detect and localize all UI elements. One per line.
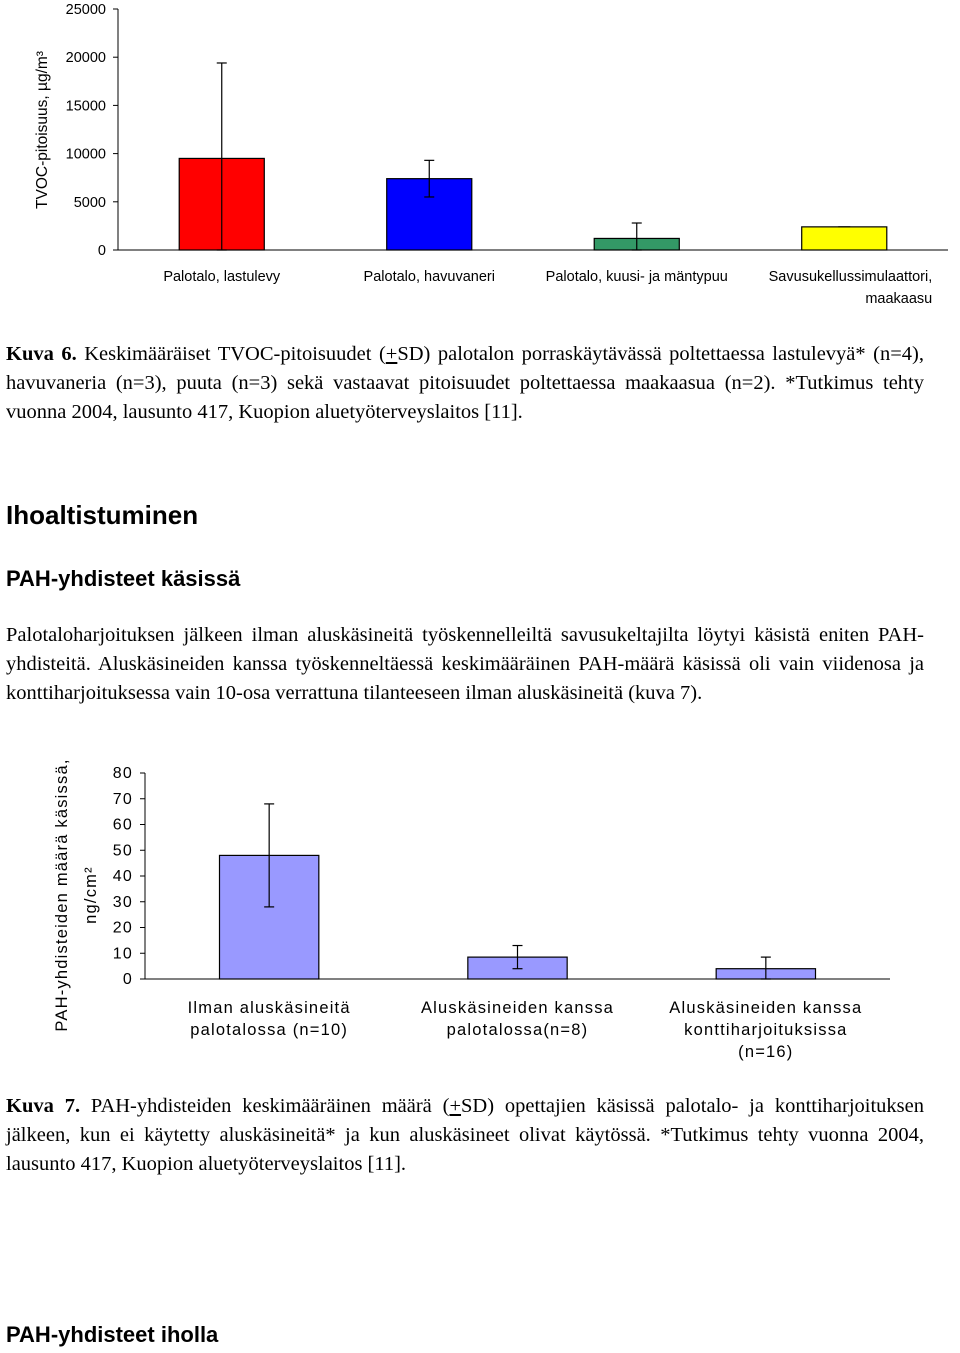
figure-7-caption-pre: PAH-yhdisteiden keskimääräinen määrä ( xyxy=(90,1095,450,1117)
x-category-label: Palotalo, kuusi- ja mäntypuu xyxy=(545,269,728,285)
figure-7-caption xyxy=(6,1092,924,1179)
x-category-label: (n=16) xyxy=(738,1043,794,1061)
y-axis-title: PAH-yhdisteiden määrä käsissä, xyxy=(53,758,71,1032)
y-tick-label: 60 xyxy=(112,816,133,834)
bar xyxy=(802,227,887,250)
figure-6-label: Kuva 6. xyxy=(6,343,77,365)
body-paragraph: Palotaloharjoituksen jälkeen ilman aluskäsineitä työskennelleiltä savusukeltajilta löytyi käsistä eniten PAH- yhdisteitä. Aluskäsineiden kanssa työskenneltäessä keskimääräinen PAH-määrä käsissä oli vain viidenosa ja konttiharjoituksessa vain 10-osa verrattuna tilanteeseen ilman aluskäsineitä (kuva 7). xyxy=(6,624,924,704)
figure-6-caption-post: SD) palotalon porraskäytävässä poltettaessa lastulevyä* (n=4), havuvaneria (n=3), puuta (n=3) sekä vastaavat pitoisuudet poltettaessa maakaasua (n=2). *Tutkimus tehty vuonna 2004, lausunto 417, Kuopion aluetyöterveyslaitos [11]. xyxy=(6,343,924,423)
figure-6-caption xyxy=(6,340,924,427)
x-category-label: Ilman aluskäsineitä xyxy=(187,999,351,1017)
y-tick-label: 50 xyxy=(112,842,133,860)
plus-minus-sign: + xyxy=(385,343,398,365)
y-tick-label: 80 xyxy=(112,765,133,782)
plus-minus-sign: + xyxy=(449,1095,462,1117)
y-tick-label: 5000 xyxy=(73,194,106,211)
y-tick-label: 0 xyxy=(97,243,106,259)
y-tick-label: 10 xyxy=(112,945,133,963)
figure-7-pah-chart xyxy=(0,755,960,1075)
y-tick-label: 20 xyxy=(112,919,133,937)
y-tick-label: 70 xyxy=(112,790,133,808)
y-tick-label: 15000 xyxy=(65,98,106,115)
y-tick-label: 25000 xyxy=(65,2,106,18)
figure-7-caption-post: SD) opettajien käsissä palotalo- ja konttiharjoituksen jälkeen, kun ei käytetty aluskäsineitä* ja kun aluskäsineet olivat käytössä. *Tutkimus tehty vuonna 2004, lausunto 417, Kuopion aluetyöterveyslaitos [11]. xyxy=(6,1095,924,1175)
x-category-label: palotalossa(n=8) xyxy=(446,1021,589,1039)
x-category-label: Palotalo, lastulevy xyxy=(163,269,281,285)
y-tick-label: 0 xyxy=(122,971,133,988)
figure-6-tvoc-chart xyxy=(0,0,960,312)
y-tick-label: 20000 xyxy=(65,50,106,67)
x-category-label: Aluskäsineiden kanssa xyxy=(669,999,863,1017)
section-heading: Ihoaltistuminen xyxy=(6,500,199,530)
footer-heading: PAH-yhdisteet iholla xyxy=(6,1322,219,1347)
y-tick-label: 40 xyxy=(112,868,133,885)
y-axis-title: ng/cm² xyxy=(82,866,100,924)
x-category-label: Aluskäsineiden kanssa xyxy=(420,999,615,1017)
y-tick-label: 10000 xyxy=(65,146,106,163)
figure-6-caption-pre: Keskimääräiset TVOC-pitoisuudet ( xyxy=(84,343,386,365)
x-category-label: palotalossa (n=10) xyxy=(190,1021,349,1039)
x-category-label: Savusukellussimulaattori, xyxy=(768,269,933,285)
x-category-label: maakaasu xyxy=(865,291,933,307)
section-subheading: PAH-yhdisteet käsissä xyxy=(6,566,241,591)
y-tick-label: 30 xyxy=(112,893,133,911)
x-category-label: Palotalo, havuvaneri xyxy=(363,269,495,285)
y-axis-title: TVOC-pitoisuus, µg/m³ xyxy=(34,51,51,209)
x-category-label: konttiharjoituksissa xyxy=(684,1021,848,1039)
figure-7-label: Kuva 7. xyxy=(6,1095,81,1117)
